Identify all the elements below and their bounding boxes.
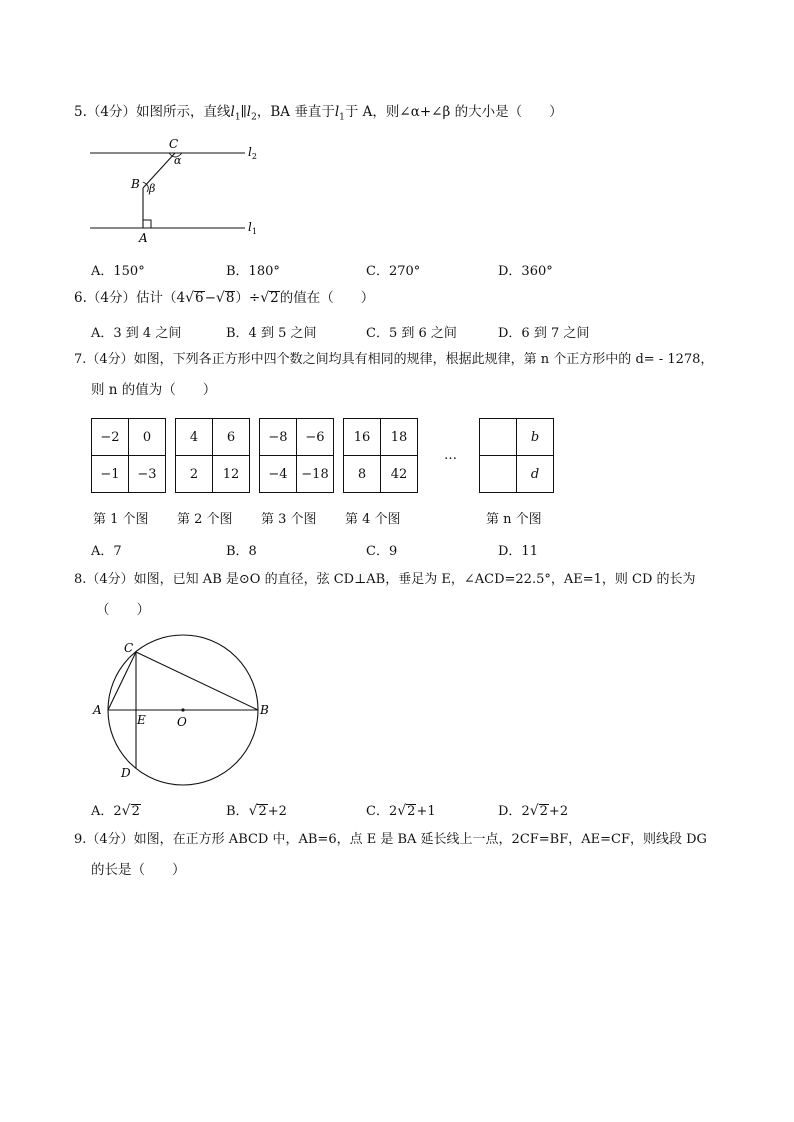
q5-option-c: C．270°	[366, 264, 421, 279]
q7-option-d: D．11	[498, 544, 538, 559]
q9-stem-line1: 9.（4分）如图，在正方形 ABCD 中，AB=6，点 E 是 BA 延长线上一点，2CF=BF，AE=CF，则线段 DG	[74, 832, 707, 847]
label-beta: β	[149, 182, 156, 195]
q7-stem-line1: 7.（4分）如图，下列各正方形中四个数之间均具有相同的规律，根据此规律，第 n 个正方形中的 d= - 1278，	[74, 352, 714, 367]
q7-caption-4: 第 4 个图	[345, 512, 401, 527]
label-c: C	[169, 137, 179, 151]
label-a: A	[139, 231, 148, 245]
q7-grid-n: b d	[479, 418, 554, 493]
label-b: B	[260, 703, 269, 717]
q7-option-c: C．9	[366, 544, 398, 559]
segment-bc	[143, 153, 175, 188]
label-l2: $l_2$	[248, 145, 257, 161]
q8-option-c: C．2√2+1	[366, 803, 436, 819]
q7-caption-3: 第 3 个图	[261, 512, 317, 527]
q8-option-a: A．2√2	[91, 803, 140, 819]
q8-stem-line2: （ ）	[96, 602, 150, 618]
center-o-dot	[181, 708, 184, 711]
q8-option-b: B．√2+2	[226, 803, 287, 819]
q6-option-c: C．5 到 6 之间	[366, 326, 457, 341]
q5-figure	[85, 130, 275, 250]
q9-stem-line2: 的长是（ ）	[91, 862, 186, 878]
q7-grid-3: −8 −6 −4 −18	[259, 418, 334, 493]
q5-option-d: D．360°	[498, 264, 553, 279]
q7-grid-1: −2 0 −1 −3	[91, 418, 166, 493]
q6-stem: 6.（4分）估计（4√6−√8）÷√2的值在（ ）	[74, 290, 375, 306]
q7-grid-4: 16 18 8 42	[343, 418, 418, 493]
label-alpha: α	[174, 154, 182, 167]
q6-option-d: D．6 到 7 之间	[498, 326, 590, 341]
label-l1: $l_1$	[248, 220, 257, 236]
q6-option-a: A．3 到 4 之间	[91, 326, 182, 341]
q8-figure	[88, 630, 288, 790]
right-angle-mark	[143, 220, 151, 228]
q5-option-b: B．180°	[226, 264, 280, 279]
label-o: O	[177, 715, 187, 729]
q7-caption-2: 第 2 个图	[177, 512, 233, 527]
q7-caption-1: 第 1 个图	[93, 512, 149, 527]
label-d: D	[121, 766, 131, 780]
q5-option-a: A．150°	[91, 264, 145, 279]
q7-stem-line2: 则 n 的值为（ ）	[91, 382, 217, 398]
label-c: C	[124, 641, 134, 655]
label-e: E	[137, 713, 146, 727]
q7-grid-2: 4 6 2 12	[175, 418, 250, 493]
label-b: B	[131, 177, 140, 191]
q8-option-d: D．2√2+2	[498, 803, 569, 819]
segment-ca	[108, 652, 136, 710]
q7-option-b: B．8	[226, 544, 257, 559]
q7-option-a: A．7	[91, 544, 122, 559]
q6-option-b: B．4 到 5 之间	[226, 326, 317, 341]
q8-stem-line1: 8.（4分）如图，已知 AB 是⊙O 的直径，弦 CD⊥AB，垂足为 E，∠ACD=22.5°，AE=1，则 CD 的长为	[74, 572, 696, 587]
q5-stem: 5.（4分）如图所示，直线$l_1\parallel l_2$，BA 垂直于$l_1$于 A，则∠α+∠β 的大小是（ ）	[74, 104, 563, 123]
q7-ellipsis: …	[444, 448, 457, 463]
label-a: A	[93, 703, 102, 717]
q7-caption-n: 第 n 个图	[486, 512, 542, 527]
